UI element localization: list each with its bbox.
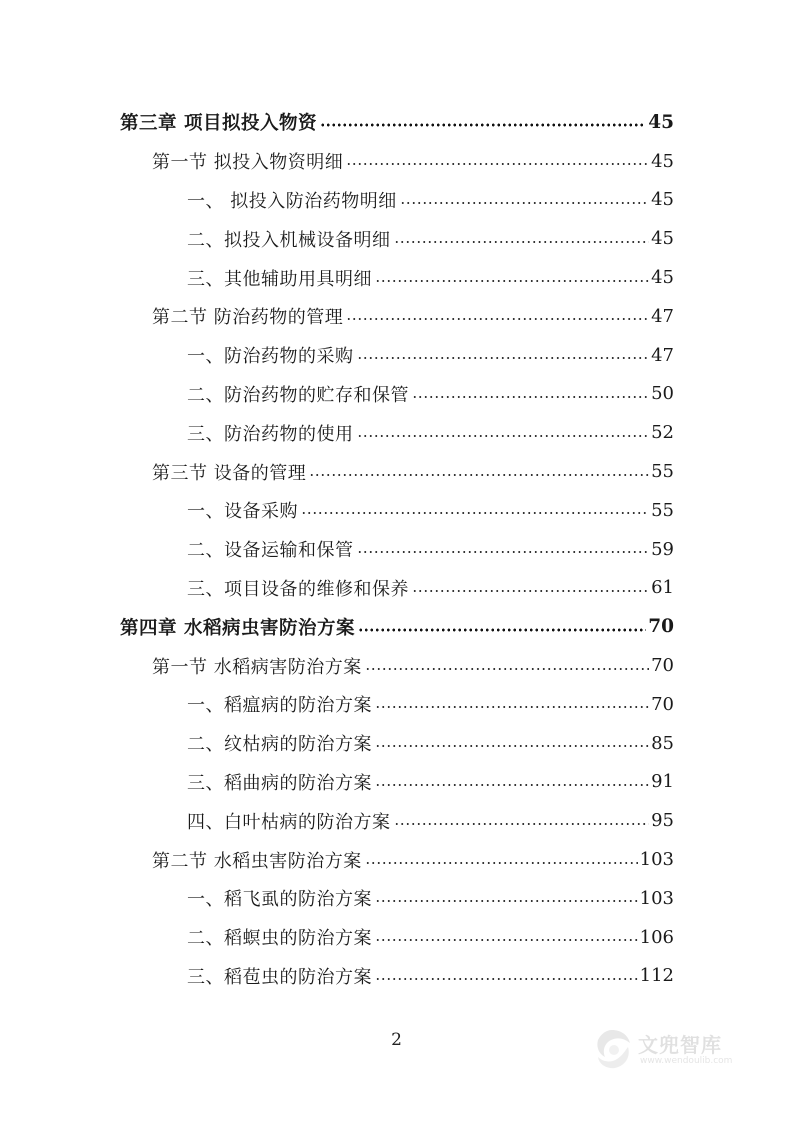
toc-entry[interactable] [0, 879, 793, 918]
toc-entry-title: 一、稻飞虱的防治方案 [187, 889, 372, 911]
toc-entry[interactable] [0, 219, 793, 258]
toc-entry[interactable] [0, 258, 793, 297]
toc-entry-title: 二、拟投入机械设备明细 [187, 229, 391, 251]
toc-entry-page: 70 [648, 616, 674, 638]
toc-entry-title: 第四章 水稻病虫害防治方案 [120, 617, 355, 639]
dot-leader [412, 395, 649, 399]
dot-leader [375, 977, 638, 981]
dot-leader [375, 783, 649, 787]
dot-leader [365, 861, 638, 865]
toc-entry-page: 47 [651, 344, 674, 366]
toc-entry-page: 45 [648, 111, 674, 133]
toc-entry[interactable] [0, 530, 793, 569]
toc-entry-title: 三、稻苞虫的防治方案 [187, 966, 372, 988]
toc-entry-title: 二、设备运输和保管 [187, 540, 354, 562]
toc-entry-title: 一、 拟投入防治药物明细 [187, 190, 397, 212]
toc-entry[interactable] [0, 297, 793, 336]
watermark-logo-icon [590, 1027, 634, 1071]
table-of-contents [0, 103, 793, 995]
toc-entry-title: 一、设备采购 [187, 501, 298, 523]
toc-entry-page: 70 [651, 693, 674, 715]
toc-entry[interactable] [0, 103, 793, 142]
toc-entry-title: 二、纹枯病的防治方案 [187, 734, 372, 756]
toc-entry[interactable] [0, 957, 793, 996]
dot-leader [358, 628, 646, 632]
toc-entry-title: 四、白叶枯病的防治方案 [187, 811, 391, 833]
toc-entry-title: 第三节 设备的管理 [152, 462, 307, 484]
dot-leader [375, 705, 649, 709]
dot-leader [375, 744, 649, 748]
toc-entry[interactable] [0, 375, 793, 414]
toc-entry-title: 第一节 拟投入物资明细 [152, 152, 344, 174]
dot-leader [301, 511, 649, 515]
dot-leader [375, 938, 638, 942]
watermark [590, 1025, 750, 1075]
dot-leader [357, 550, 650, 554]
toc-entry[interactable] [0, 413, 793, 452]
toc-entry-title: 第一节 水稻病害防治方案 [152, 656, 362, 678]
dot-leader [375, 899, 638, 903]
toc-entry-page: 50 [651, 383, 674, 405]
dot-leader [346, 162, 649, 166]
toc-entry-page: 45 [651, 228, 674, 250]
dot-leader [365, 667, 649, 671]
toc-entry-page: 103 [639, 849, 674, 871]
toc-entry-page: 45 [651, 150, 674, 172]
toc-entry-title: 第二节 防治药物的管理 [152, 307, 344, 329]
toc-entry-title: 三、其他辅助用具明细 [187, 268, 372, 290]
toc-entry[interactable] [0, 763, 793, 802]
dot-leader [412, 589, 649, 593]
toc-entry-title: 第三章 项目拟投入物资 [120, 113, 317, 135]
toc-entry-page: 55 [651, 499, 674, 521]
dot-leader [346, 317, 649, 321]
toc-entry-page: 70 [651, 655, 674, 677]
toc-entry-title: 二、防治药物的贮存和保管 [187, 384, 409, 406]
dot-leader [400, 201, 649, 205]
toc-entry[interactable] [0, 607, 793, 646]
toc-entry-title: 一、稻瘟病的防治方案 [187, 695, 372, 717]
toc-entry[interactable] [0, 336, 793, 375]
toc-entry-page: 47 [651, 305, 674, 327]
toc-entry[interactable] [0, 569, 793, 608]
page-number: 2 [391, 1030, 402, 1050]
toc-entry-page: 95 [651, 810, 674, 832]
toc-entry[interactable] [0, 685, 793, 724]
toc-entry-title: 三、稻曲病的防治方案 [187, 772, 372, 794]
toc-entry[interactable] [0, 452, 793, 491]
toc-entry[interactable] [0, 142, 793, 181]
toc-entry[interactable] [0, 181, 793, 220]
toc-entry[interactable] [0, 840, 793, 879]
dot-leader [320, 123, 646, 127]
toc-entry[interactable] [0, 801, 793, 840]
toc-entry[interactable] [0, 646, 793, 685]
toc-entry-title: 一、防治药物的采购 [187, 346, 354, 368]
toc-entry-page: 52 [651, 422, 674, 444]
toc-entry-page: 59 [651, 538, 674, 560]
toc-entry-title: 第二节 水稻虫害防治方案 [152, 850, 362, 872]
watermark-site: www.wendoulib.com [640, 1056, 733, 1066]
toc-entry-title: 三、防治药物的使用 [187, 423, 354, 445]
dot-leader [394, 240, 650, 244]
toc-entry[interactable] [0, 491, 793, 530]
toc-entry-page: 103 [639, 887, 674, 909]
dot-leader [357, 434, 650, 438]
toc-entry-page: 91 [651, 771, 674, 793]
toc-entry-page: 85 [651, 732, 674, 754]
dot-leader [357, 356, 650, 360]
toc-entry-page: 45 [651, 267, 674, 289]
toc-entry-page: 61 [651, 577, 674, 599]
toc-entry-page: 106 [639, 926, 674, 948]
toc-entry-title: 三、项目设备的维修和保养 [187, 578, 409, 600]
toc-entry-page: 112 [639, 965, 674, 987]
dot-leader [394, 822, 650, 826]
dot-leader [309, 473, 649, 477]
toc-entry[interactable] [0, 918, 793, 957]
toc-entry[interactable] [0, 724, 793, 763]
dot-leader [375, 279, 649, 283]
toc-entry-page: 45 [651, 189, 674, 211]
watermark-brand: 文兜智库 [638, 1033, 722, 1057]
toc-entry-page: 55 [651, 461, 674, 483]
toc-entry-title: 二、稻螟虫的防治方案 [187, 928, 372, 950]
